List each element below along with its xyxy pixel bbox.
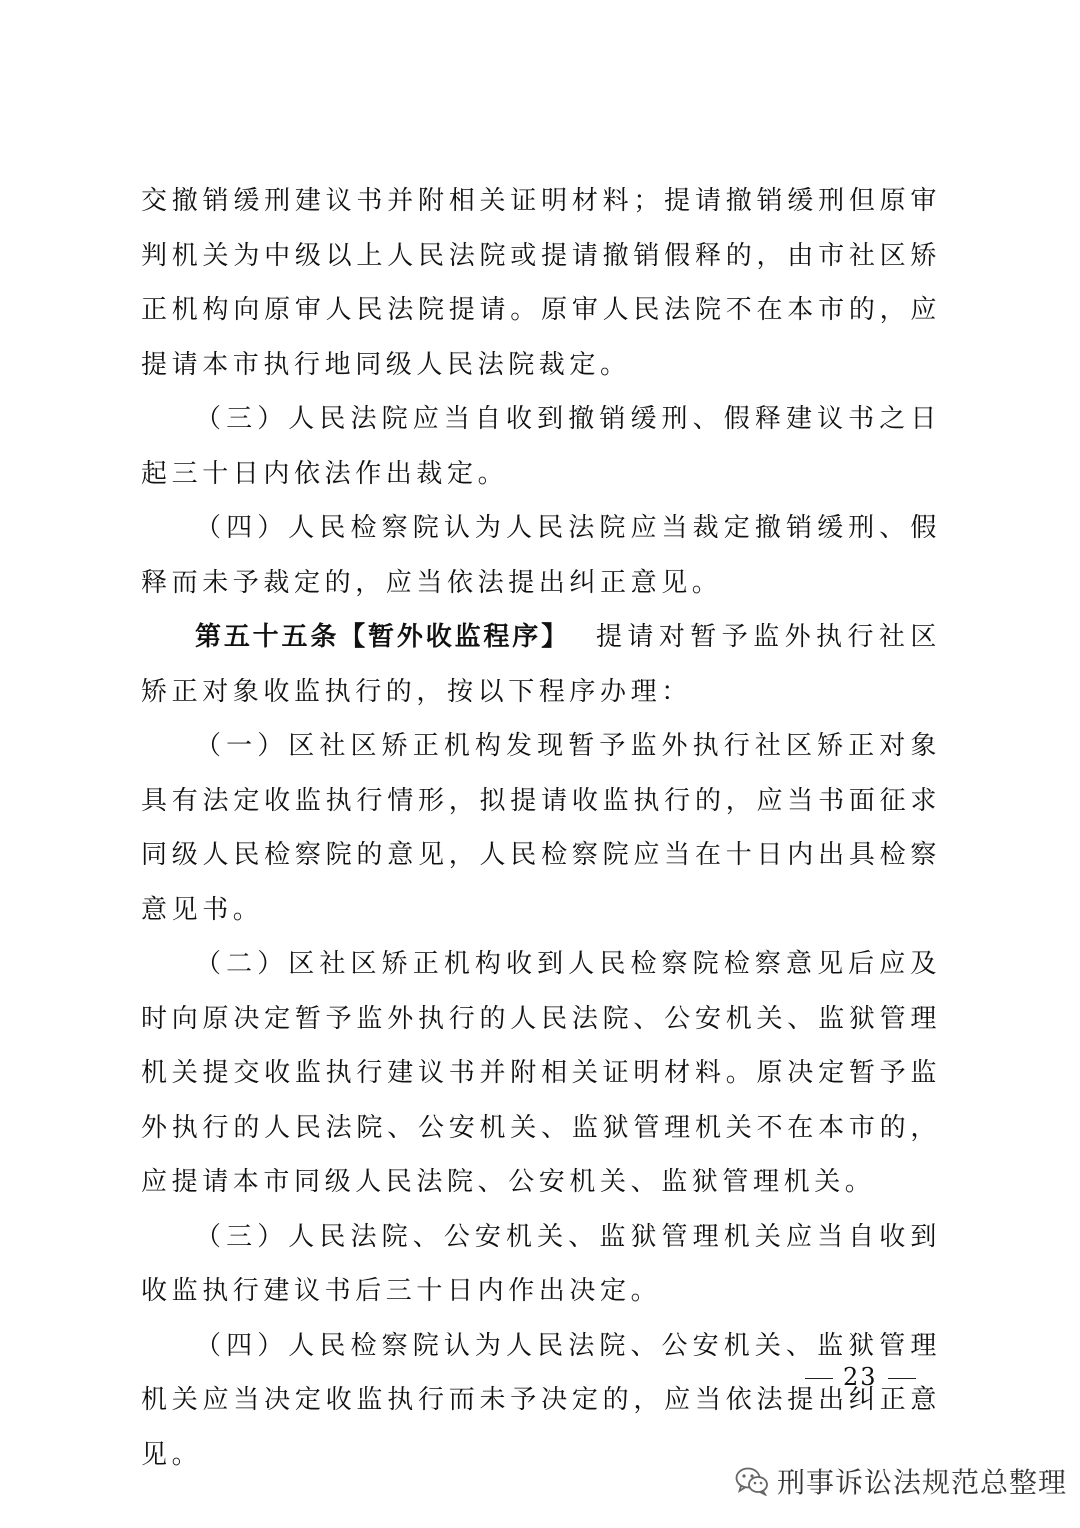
article-item-one: （一）区社区矫正机构发现暂予监外执行社区矫正对象具有法定收监执行情形，拟提请收监执行的，应当书面征求同级人民检察院的意见，人民检察院应当在十日内出具检察意见书。 — [141, 731, 941, 925]
dash-left — [805, 1378, 833, 1380]
paragraph-item-four: （四）人民检察院认为人民法院应当裁定撤销缓刑、假释而未予裁定的，应当依法提出纠正意见。 — [141, 513, 941, 598]
article-heading: 第五十五条【暂外收监程序】 — [195, 622, 570, 652]
paragraph-item-three: （三）人民法院应当自收到撤销缓刑、假释建议书之日起三十日内依法作出裁定。 — [141, 404, 941, 489]
watermark-text: 刑事诉讼法规范总整理 — [777, 1466, 1068, 1499]
page-number-value: 23 — [843, 1363, 878, 1391]
article-item-three: （三）人民法院、公安机关、监狱管理机关应当自收到收监执行建议书后三十日内作出决定。 — [141, 1221, 941, 1306]
article-body: 提请对暂予监外执行社区矫正对象收监执行的，按以下程序办理： — [141, 622, 941, 707]
article-item-two: （二）区社区矫正机构收到人民检察院检察意见后应及时向原决定暂予监外执行的人民法院、公安机关、监狱管理机关提交收监执行建议书并附相关证明材料。原决定暂予监外执行的人民法院、公安机关、监狱管理机关不在本市的，应提请本市同级人民法院、公安机关、监狱管理机关。 — [141, 949, 941, 1197]
article-55 — [141, 610, 941, 719]
document-body — [141, 174, 941, 1482]
page-number — [795, 1360, 925, 1394]
wechat-icon — [735, 1466, 769, 1496]
dash-right — [888, 1378, 916, 1380]
watermark — [735, 1458, 1067, 1504]
article-item-four: （四）人民检察院认为人民法院、公安机关、监狱管理机关应当决定收监执行而未予决定的，应当依法提出纠正意见。 — [141, 1330, 941, 1470]
paragraph-continued: 交撤销缓刑建议书并附相关证明材料；提请撤销缓刑但原审判机关为中级以上人民法院或提请撤销假释的，由市社区矫正机构向原审人民法院提请。原审人民法院不在本市的，应提请本市执行地同级人民法院裁定。 — [141, 186, 941, 380]
